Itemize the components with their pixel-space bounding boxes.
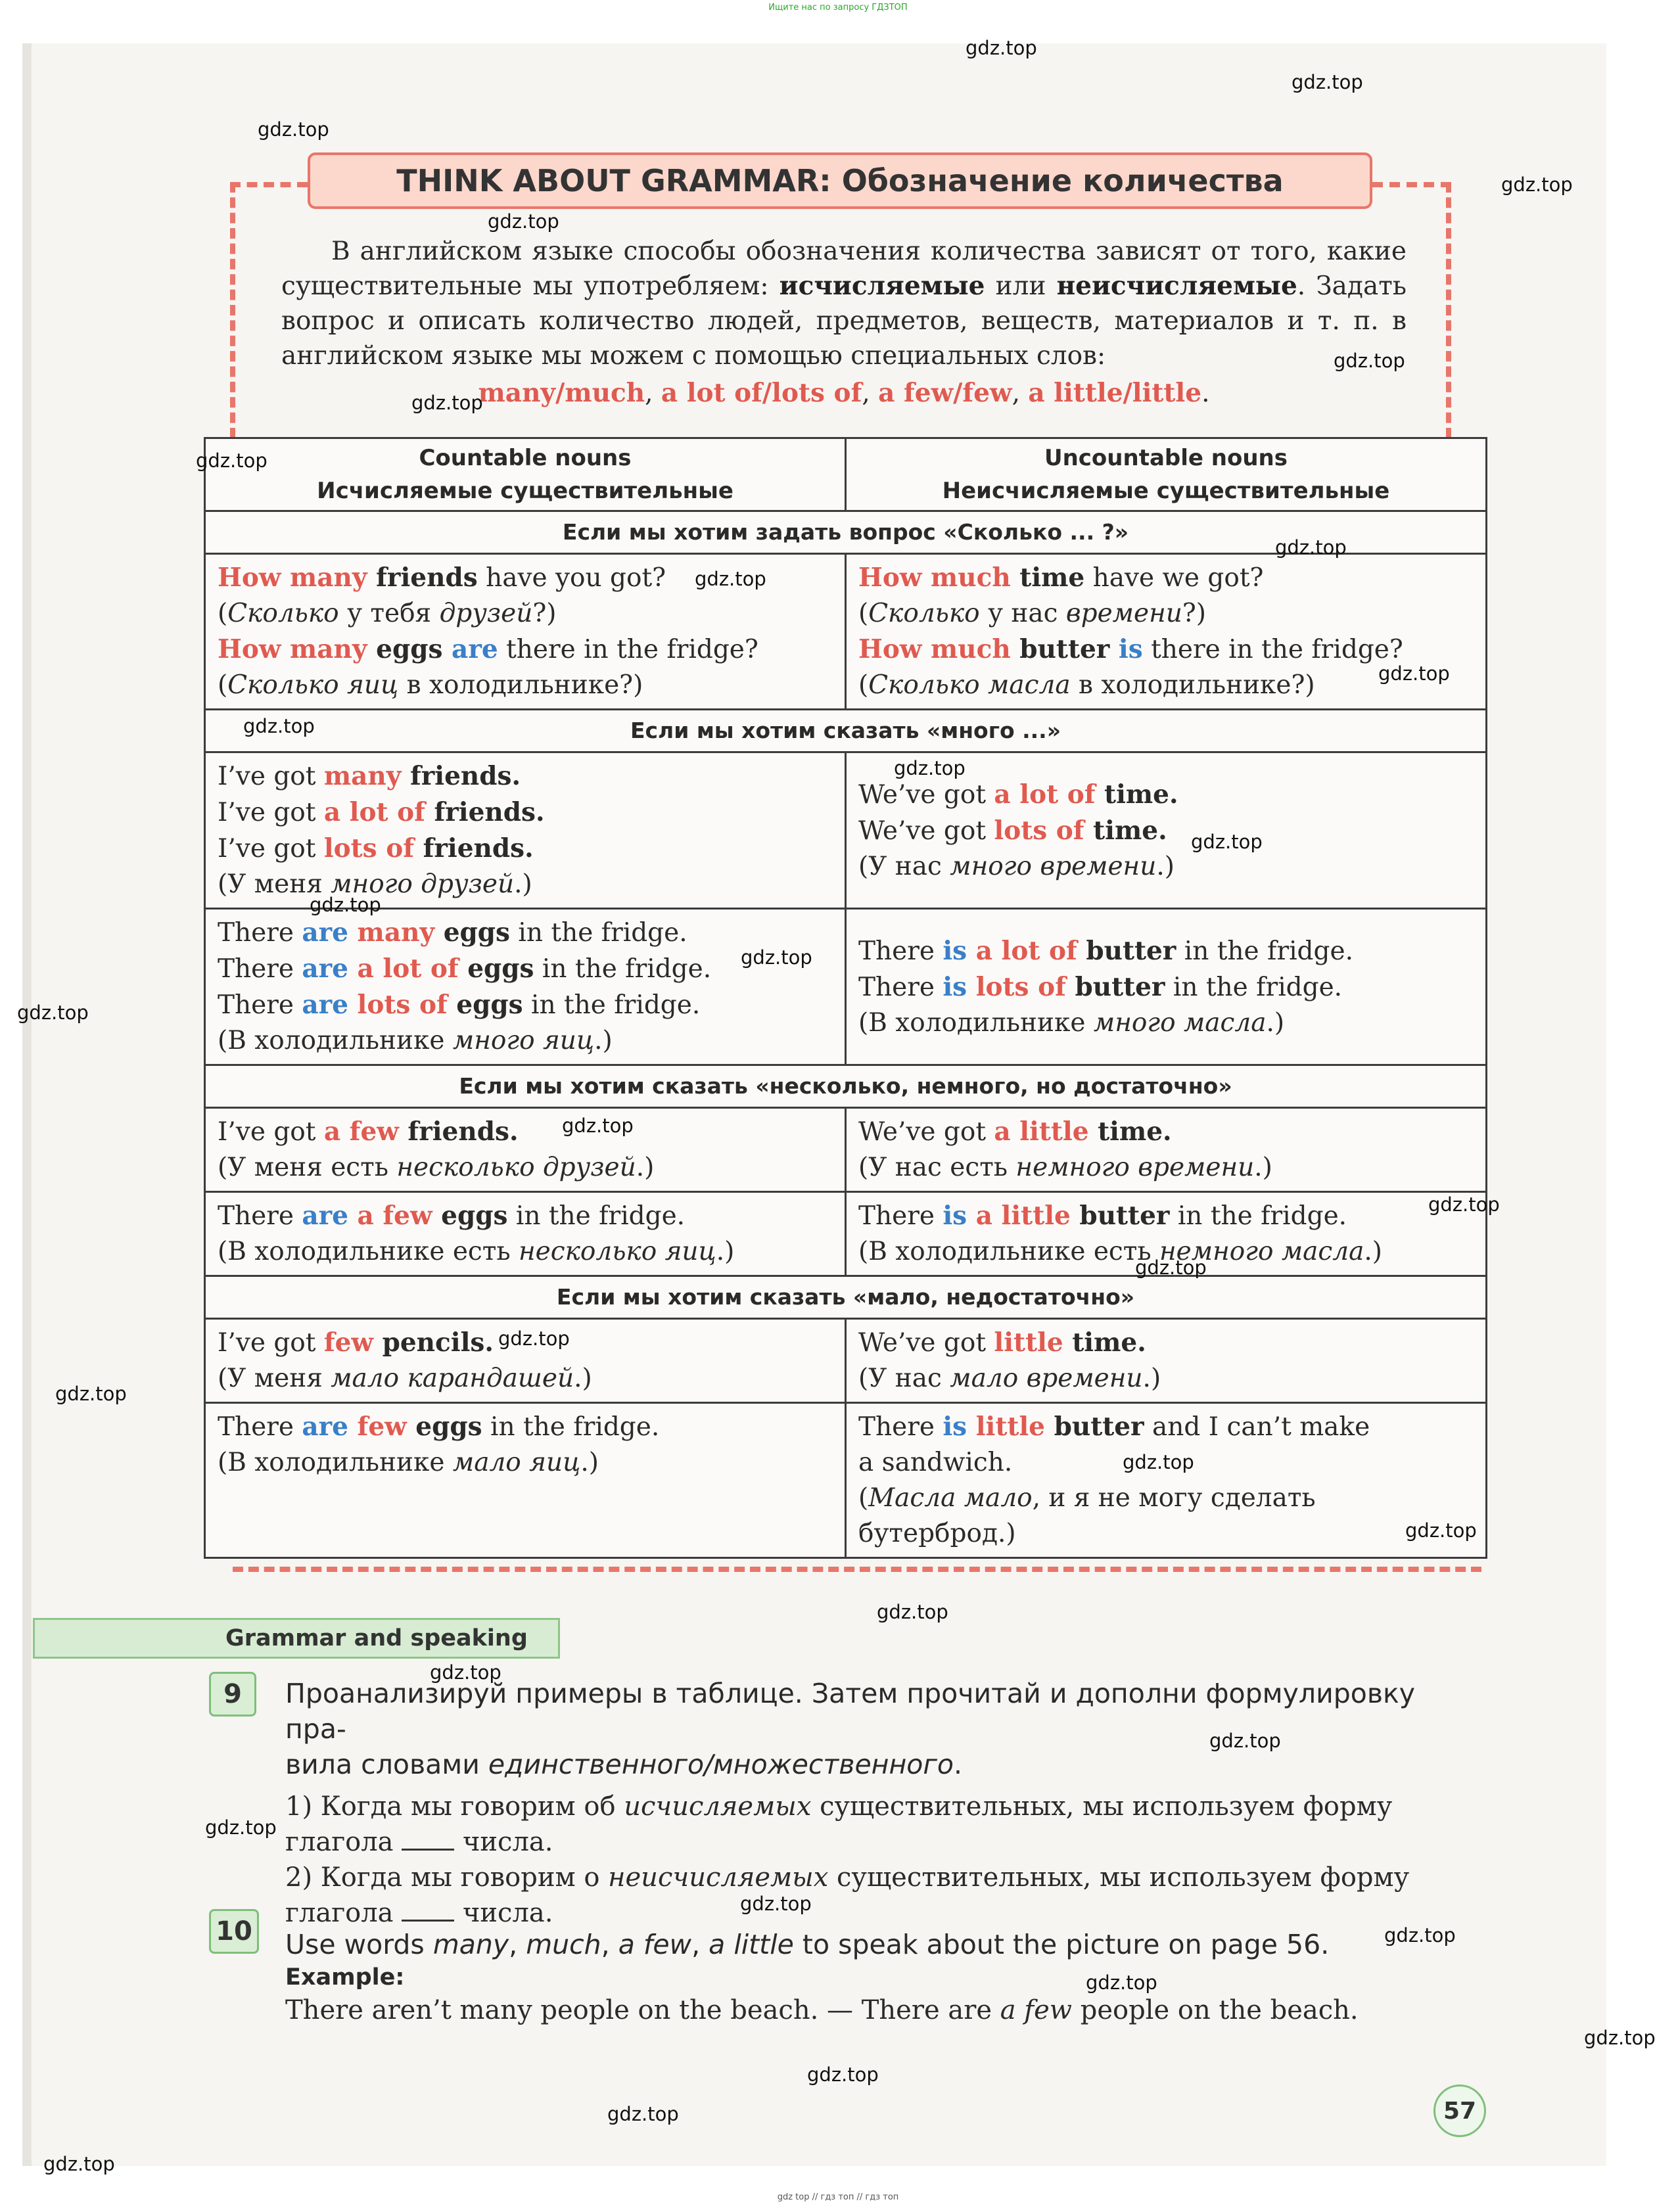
frame-right bbox=[1446, 182, 1451, 438]
cell-countable: I’ve got few pencils. (У меня мало карандашей.) bbox=[205, 1319, 846, 1403]
watermark: gdz.top bbox=[1275, 536, 1347, 559]
bottom-note: gdz top // гдз топ // гдз топ bbox=[777, 2192, 899, 2202]
watermark: gdz.top bbox=[258, 118, 329, 141]
watermark: gdz.top bbox=[55, 1383, 127, 1405]
watermark: gdz.top bbox=[1501, 173, 1573, 196]
grammar-title: THINK ABOUT GRAMMAR: Обозначение количества bbox=[308, 152, 1372, 209]
key-words: many/much, a lot of/lots of, a few/few, a little/little. bbox=[478, 378, 1210, 408]
watermark: gdz.top bbox=[607, 2103, 679, 2125]
watermark: gdz.top bbox=[196, 449, 268, 472]
watermark: gdz.top bbox=[1584, 2027, 1656, 2049]
watermark: gdz.top bbox=[488, 210, 559, 233]
cell-uncountable: There is a lot of butter in the fridge. There is lots of butter in the fridge. (В холодильнике много масла.) bbox=[846, 909, 1487, 1065]
cell-countable: There are a few eggs in the fridge. (В холодильнике есть несколько яиц.) bbox=[205, 1192, 846, 1276]
section-header-how-many: Если мы хотим задать вопрос «Сколько ... ?» bbox=[205, 511, 1487, 554]
watermark: gdz.top bbox=[43, 2153, 115, 2175]
frame-bottom bbox=[233, 1567, 1481, 1572]
section-header-few: Если мы хотим сказать «несколько, немного, но достаточно» bbox=[205, 1065, 1487, 1108]
watermark: gdz.top bbox=[411, 392, 483, 414]
col-header-uncountable: Uncountable nouns Неисчисляемые существительные bbox=[846, 438, 1487, 511]
cell-countable: I’ve got a few friends. (У меня есть несколько друзей.) bbox=[205, 1108, 846, 1192]
exercise-9: Проанализируй примеры в таблице. Затем прочитай и дополни формулировку пра- вила словами единственного/множественного. 1) Когда мы говорим об исчисляемых существительных, мы используем форму глагола числа. 2) Когда мы говорим о неисчисляемых существительных, мы используем форму глагола числа. bbox=[285, 1678, 1416, 1928]
section-header-little: Если мы хотим сказать «мало, недостаточно» bbox=[205, 1276, 1487, 1319]
cell-countable: There are many eggs in the fridge. There are a lot of eggs in the fridge. There are lots of eggs in the fridge. (В холодильнике много яиц.) bbox=[205, 909, 846, 1065]
watermark: gdz.top bbox=[695, 568, 766, 590]
watermark: gdz.top bbox=[807, 2063, 879, 2086]
cell-uncountable: There is little butter and I can’t make a sandwich. (Масла мало, и я не могу сделать бутерброд.) bbox=[846, 1403, 1487, 1558]
watermark: gdz.top bbox=[498, 1327, 570, 1350]
cell-countable: There are few eggs in the fridge. (В холодильнике мало яиц.) bbox=[205, 1403, 846, 1558]
table-row bbox=[205, 1192, 1487, 1276]
watermark: gdz.top bbox=[310, 894, 381, 916]
cell-uncountable: We’ve got a little time. (У нас есть немного времени.) bbox=[846, 1108, 1487, 1192]
watermark: gdz.top bbox=[1086, 1971, 1157, 1994]
cell-uncountable: There is a little butter in the fridge. (В холодильнике есть немного масла.) bbox=[846, 1192, 1487, 1276]
cell-countable: How many friends have you got? (Сколько у тебя друзей?) How many eggs are there in the fridge? (Сколько яиц в холодильнике?) bbox=[205, 554, 846, 710]
answer-blank-1[interactable] bbox=[402, 1829, 454, 1851]
table-row bbox=[205, 1108, 1487, 1192]
frame-left bbox=[230, 182, 235, 438]
watermark: gdz.top bbox=[740, 1893, 812, 1915]
col-header-countable: Countable nouns Исчисляемые существительные bbox=[205, 438, 846, 511]
watermark: gdz.top bbox=[1334, 350, 1405, 372]
watermark: gdz.top bbox=[1135, 1256, 1207, 1279]
watermark: gdz.top bbox=[966, 37, 1037, 59]
section-header-many: Если мы хотим сказать «много ...» bbox=[205, 710, 1487, 752]
page-number: 57 bbox=[1433, 2085, 1486, 2137]
exercise-number-9: 9 bbox=[209, 1672, 256, 1717]
exercise-number-10: 10 bbox=[209, 1909, 259, 1954]
frame-top-right bbox=[1372, 182, 1451, 187]
cell-uncountable: We’ve got a lot of time. We’ve got lots of time. (У нас много времени.) bbox=[846, 752, 1487, 909]
watermark: gdz.top bbox=[17, 1002, 89, 1024]
watermark: gdz.top bbox=[430, 1661, 501, 1684]
grammar-table bbox=[204, 437, 1487, 1559]
table-header-row bbox=[205, 438, 1487, 511]
watermark: gdz.top bbox=[1405, 1519, 1477, 1542]
watermark: gdz.top bbox=[243, 715, 315, 737]
watermark: gdz.top bbox=[741, 946, 812, 969]
cell-uncountable: How much time have we got? (Сколько у нас времени?) How much butter is there in the fridge? (Сколько масла в холодильнике?) bbox=[846, 554, 1487, 710]
intro-text: В английском языке способы обозначения количества зависят от того, какие существительные мы употребляем: исчисляемые или неисчисляемые. Задать вопрос и описать количество людей, предметов, веществ, материалов и т. п. в английском языке мы можем с помощью специальных слов: many/much, a lot of/lots of, a few/few, a little/little. bbox=[281, 234, 1407, 411]
watermark: gdz.top bbox=[1428, 1193, 1500, 1216]
watermark: gdz.top bbox=[562, 1115, 634, 1137]
table-row bbox=[205, 1403, 1487, 1558]
watermark: gdz.top bbox=[1378, 662, 1450, 685]
watermark: gdz.top bbox=[1123, 1451, 1194, 1473]
top-note: Ищите нас по запросу ГДЗТОП bbox=[768, 3, 908, 12]
watermark: gdz.top bbox=[1191, 831, 1263, 853]
watermark: gdz.top bbox=[1209, 1730, 1281, 1752]
section-tab-grammar-speaking: Grammar and speaking bbox=[33, 1618, 560, 1659]
page-spine-shadow bbox=[22, 43, 32, 2166]
table-row bbox=[205, 909, 1487, 1065]
watermark: gdz.top bbox=[1292, 71, 1363, 93]
frame-top-left bbox=[230, 182, 308, 187]
exercise-10: Use words many, much, a few, a little to speak about the picture on page 56. Example: There aren’t many people on the beach. — There are a few people on the beach. bbox=[285, 1929, 1359, 2025]
table-row bbox=[205, 554, 1487, 710]
watermark: gdz.top bbox=[205, 1816, 277, 1839]
table-row bbox=[205, 752, 1487, 909]
cell-uncountable: We’ve got little time. (У нас мало времени.) bbox=[846, 1319, 1487, 1403]
watermark: gdz.top bbox=[1384, 1924, 1456, 1947]
cell-countable: I’ve got many friends. I’ve got a lot of friends. I’ve got lots of friends. (У меня много друзей.) bbox=[205, 752, 846, 909]
table-row bbox=[205, 1319, 1487, 1403]
watermark: gdz.top bbox=[877, 1601, 948, 1623]
watermark: gdz.top bbox=[894, 757, 966, 779]
answer-blank-2[interactable] bbox=[402, 1900, 454, 1922]
